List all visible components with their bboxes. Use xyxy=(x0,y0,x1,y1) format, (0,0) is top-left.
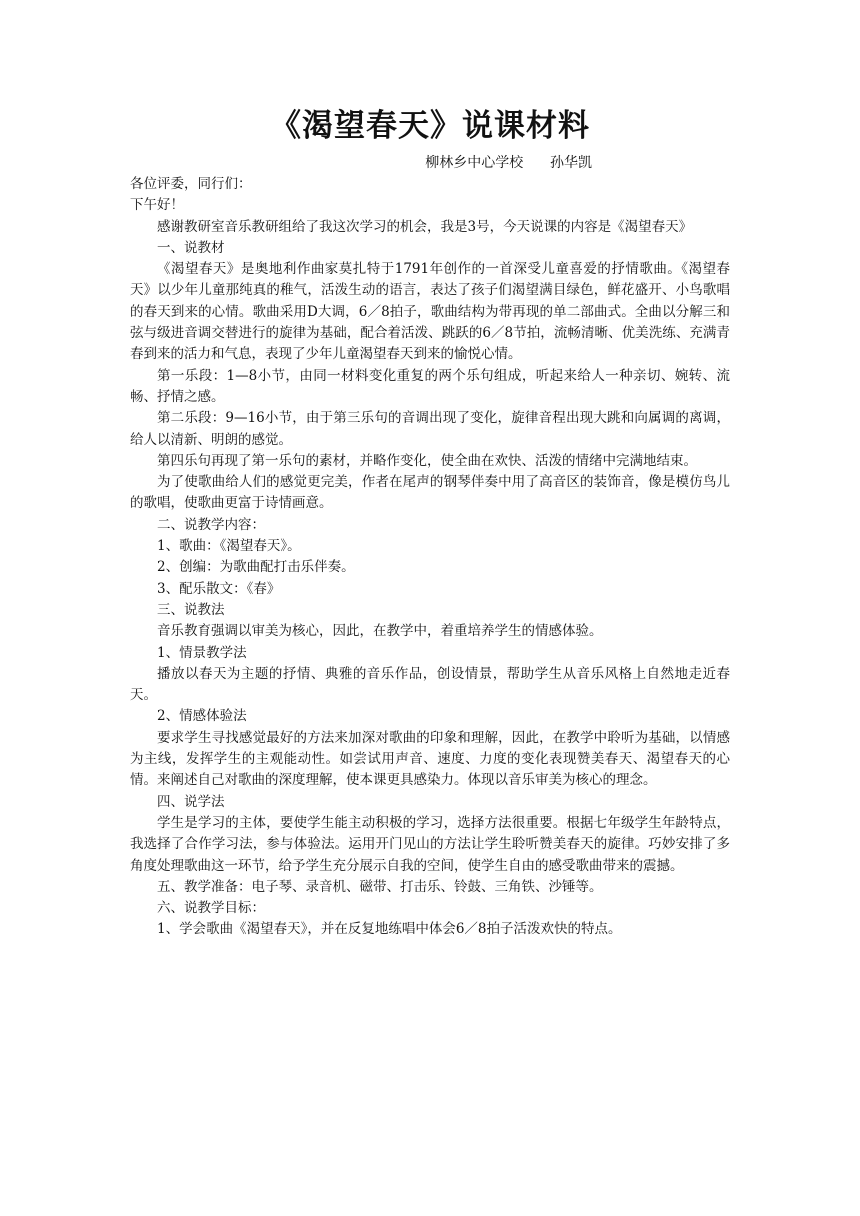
paragraph: 音乐教育强调以审美为核心，因此，在教学中，着重培养学生的情感体验。 xyxy=(157,623,603,640)
paragraph: 二、说教学内容： xyxy=(157,516,265,533)
paragraph: 第二乐段：9—16小节，由于第三乐句的音调出现了变化，旋律音程出现大跳和向属调的离调，给人以清新、明朗的感觉。 xyxy=(130,410,730,448)
paragraph: 五、教学准备：电子琴、录音机、磁带、打击乐、铃鼓、三角铁、沙锤等。 xyxy=(157,878,603,895)
paragraph: 播放以春天为主题的抒情、典雅的音乐作品，创设情景，帮助学生从音乐风格上自然地走近春天。 xyxy=(130,665,730,704)
paragraph: 感谢教研室音乐教研组给了我这次学习的机会，我是3号，今天说课的内容是《渴望春天》 xyxy=(157,218,693,235)
paragraph: 2、创编：为歌曲配打击乐伴奏。 xyxy=(157,559,355,576)
paragraph: 为了使歌曲给人们的感觉更完美，作者在尾声的钢琴伴奏中用了高音区的装饰音，像是模仿鸟儿的歌唱，使歌曲更富于诗情画意。 xyxy=(130,474,730,512)
paragraph: 1、歌曲：《渴望春天》。 xyxy=(157,538,301,555)
paragraph: 四、说学法 xyxy=(157,793,225,810)
paragraph: 学生是学习的主体，要使学生能主动积极的学习，选择方法很重要。根据七年级学生年龄特点，我选择了合作学习法，参与体验法。运用开门见山的方法让学生聆听赞美春天的旋律。巧妙安排了多角度处理歌曲这一环节，给予学生充分展示自我的空间，使学生自由的感受歌曲带来的震撼。 xyxy=(130,814,730,874)
paragraph: 1、学会歌曲《渴望春天》，并在反复地练唱中体会6／8拍子活泼欢快的特点。 xyxy=(157,921,622,938)
document-page xyxy=(130,100,730,941)
paragraph: 第一乐段：1—8小节，由同一材料变化重复的两个乐句组成，听起来给人一种亲切、婉转、流畅、抒情之感。 xyxy=(130,367,730,405)
paragraph: 要求学生寻找感觉最好的方法来加深对歌曲的印象和理解，因此，在教学中聆听为基础，以情感为主线，发挥学生的主观能动性。如尝试用声音、速度、力度的变化表现赞美春天、渴望春天的心情。来阐述自己对歌曲的深度理解，使本课更具感染力。体现以音乐审美为核心的理念。 xyxy=(130,729,730,789)
document-title: 《渴望春天》说课材料 xyxy=(270,108,590,144)
paragraph: 三、说教法 xyxy=(157,601,225,618)
paragraph: 下午好！ xyxy=(130,197,184,214)
paragraph: 各位评委，同行们： xyxy=(130,176,252,192)
paragraph: 1、情景教学法 xyxy=(157,644,247,661)
author-line: 柳林乡中心学校 孙华凯 xyxy=(425,155,592,171)
paragraph: 《渴望春天》是奥地利作曲家莫扎特于1791年创作的一首深受儿童喜爱的抒情歌曲。《渴望春天》以少年儿童那纯真的稚气，活泼生动的语言，表达了孩子们渴望满目绿色，鲜花盛开、小鸟歌唱的春天到来的心情。歌曲采用D大调，6／8拍子，歌曲结构为带再现的单二部曲式。全曲以分解三和弦与级进音调交替进行的旋律为基础，配合着活泼、跳跃的6／8节拍，流畅清晰、优美洗练、充满青春到来的活力和气息，表现了少年儿童渴望春天到来的愉悦心情。 xyxy=(130,261,730,363)
paragraph: 一、说教材 xyxy=(157,239,225,256)
paragraph: 六、说教学目标： xyxy=(157,900,265,917)
document-body xyxy=(130,174,730,941)
paragraph: 第四乐句再现了第一乐句的素材，并略作变化，使全曲在欢快、活泼的情绪中完满地结束。 xyxy=(157,452,697,469)
paragraph: 3、配乐散文：《春》 xyxy=(157,580,281,597)
paragraph: 2、情感体验法 xyxy=(157,708,247,725)
